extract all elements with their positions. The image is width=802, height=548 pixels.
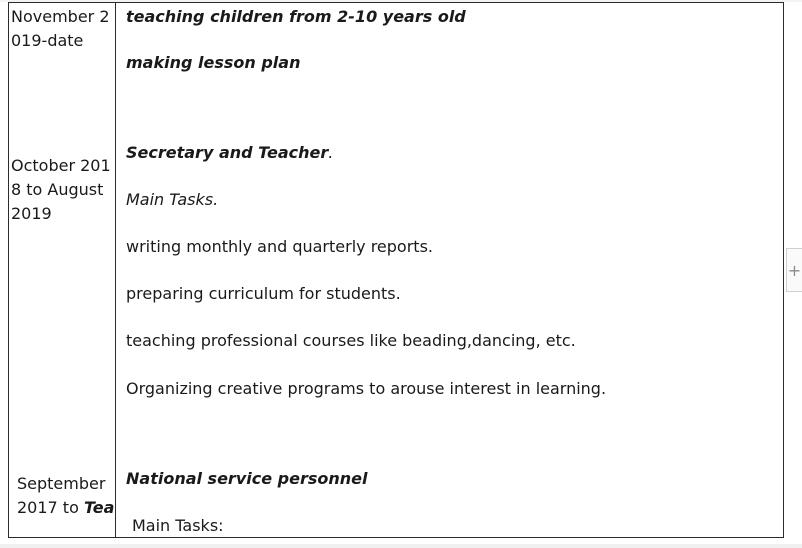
date-line: September (17, 474, 106, 493)
plus-icon: + (787, 261, 802, 280)
experience-table (8, 2, 784, 538)
job-title (126, 141, 333, 165)
job-title: National service personnel (126, 469, 368, 488)
subheading: Main Tasks. (126, 190, 219, 209)
date-line: 8 to August (11, 180, 104, 199)
task-item: writing monthly and quarterly reports. (126, 237, 433, 256)
side-plus-button[interactable] (786, 248, 802, 292)
page-bottom-edge (0, 544, 802, 548)
date-cell-row-1 (11, 5, 110, 53)
column-divider (115, 3, 116, 537)
date-line: November 2 (11, 7, 110, 26)
task-item: preparing curriculum for students. (126, 284, 401, 303)
date-line: October 201 (11, 156, 111, 175)
duty-text: making lesson plan (126, 53, 301, 72)
subheading: Main Tasks: (132, 516, 224, 535)
date-line-text: 2017 to (17, 498, 84, 517)
date-line: 2019 (11, 204, 52, 223)
duty-text: teaching children from 2-10 years old (126, 7, 466, 26)
date-trailing-bold: Tea (83, 498, 115, 517)
job-title-suffix: . (328, 143, 334, 162)
task-item: Organizing creative programs to arouse interest in learning. (126, 379, 607, 398)
date-cell-row-3 (17, 472, 114, 520)
date-line: 019-date (11, 31, 84, 50)
job-title-text: Secretary and Teacher (126, 143, 329, 162)
date-line (17, 496, 114, 520)
task-item: teaching professional courses like beading,dancing, etc. (126, 331, 576, 350)
date-cell-row-2 (11, 154, 111, 226)
